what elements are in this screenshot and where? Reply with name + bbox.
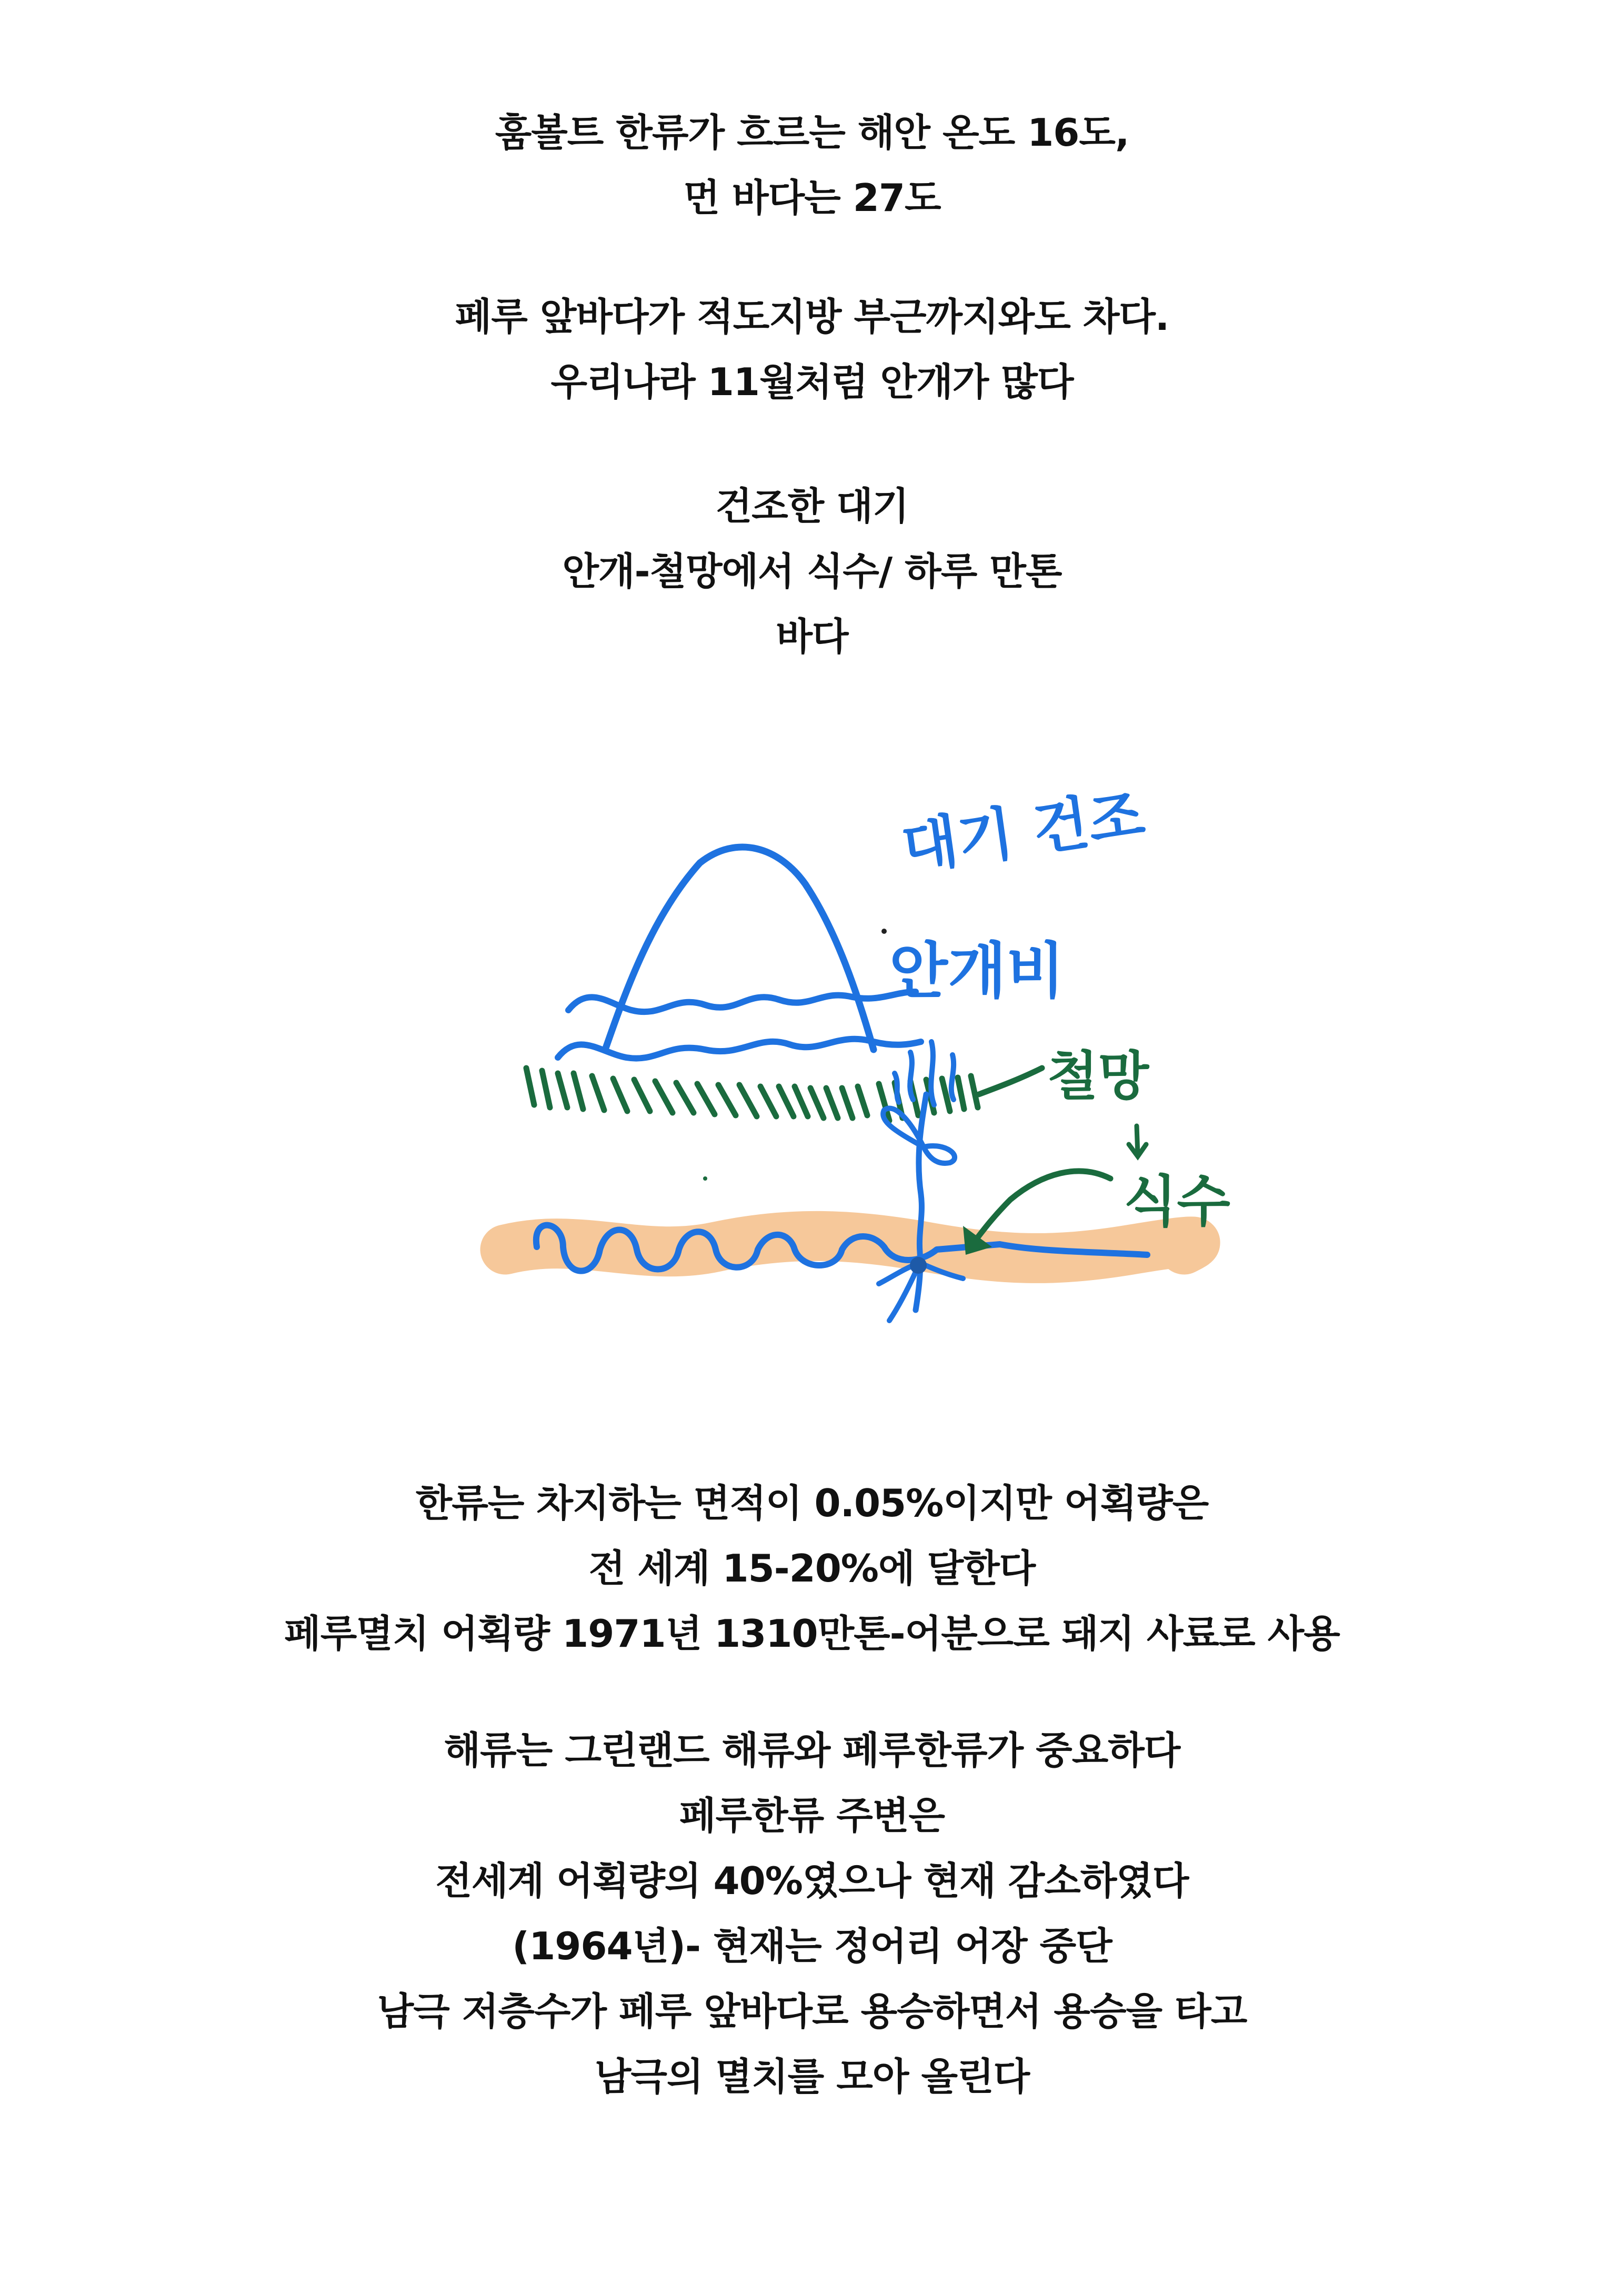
text-block-peru-sea-cold [0, 284, 1624, 415]
label-wire-net: 철망 [1047, 1045, 1149, 1107]
root-knot [910, 1257, 927, 1274]
label-fog: 안개비 [889, 936, 1065, 1006]
fog-wave-bottom [558, 1039, 921, 1059]
label-drinking-water: 식수 [1124, 1170, 1230, 1234]
text-line: 남극의 멸치를 모아 올린다 [594, 2055, 1030, 2099]
text-line: 우리나라 11월처럼 안개가 많다 [550, 360, 1074, 404]
stem-branch-right [924, 1146, 955, 1163]
fog-net-sketch [474, 758, 1316, 1389]
text-line: 건조한 대기 [715, 484, 909, 528]
water-stem [916, 1094, 926, 1310]
mountain [605, 847, 874, 1050]
text-line: 전 세계 15-20%에 달한다 [588, 1546, 1036, 1590]
text-line: (1964년)- 현재는 정어리 어장 중단 [512, 1924, 1112, 1968]
arrow-down [1129, 1126, 1146, 1156]
text-line: 바다 [776, 615, 848, 659]
text-line: 안개-철망에서 식수/ 하루 만톤 [562, 549, 1062, 593]
label-dry-air: 대기 건조 [897, 781, 1149, 882]
text-line: 페루한류 주변은 [679, 1794, 945, 1838]
text-line: 남극 저층수가 페루 앞바다로 용승하면서 용승을 타고 [377, 1989, 1247, 2033]
text-line: 한류는 차지하는 면적이 0.05%이지만 어획량은 [415, 1481, 1209, 1525]
text-line: 페루멸치 어획량 1971년 1310만톤-어분으로 돼지 사료로 사용 [284, 1612, 1340, 1656]
text-block-cold-current-catch [0, 1471, 1624, 1666]
text-line: 해류는 그린랜드 해류와 페루한류가 중요하다 [444, 1728, 1180, 1773]
text-line: 전세계 어획량의 40%였으나 현재 감소하였다 [435, 1859, 1189, 1903]
text-block-peru-current [0, 1718, 1624, 2109]
text-block-dry-air-fog [0, 474, 1624, 669]
wire-net-hatch [526, 1068, 1042, 1121]
text-line: 훔볼트 한류가 흐르는 해안 온도 16도, [495, 110, 1129, 155]
text-line: 먼 바다는 27도 [683, 176, 941, 220]
text-line: 페루 앞바다가 적도지방 부근까지와도 차다. [455, 295, 1169, 339]
text-block-coast-temperature [0, 100, 1624, 230]
